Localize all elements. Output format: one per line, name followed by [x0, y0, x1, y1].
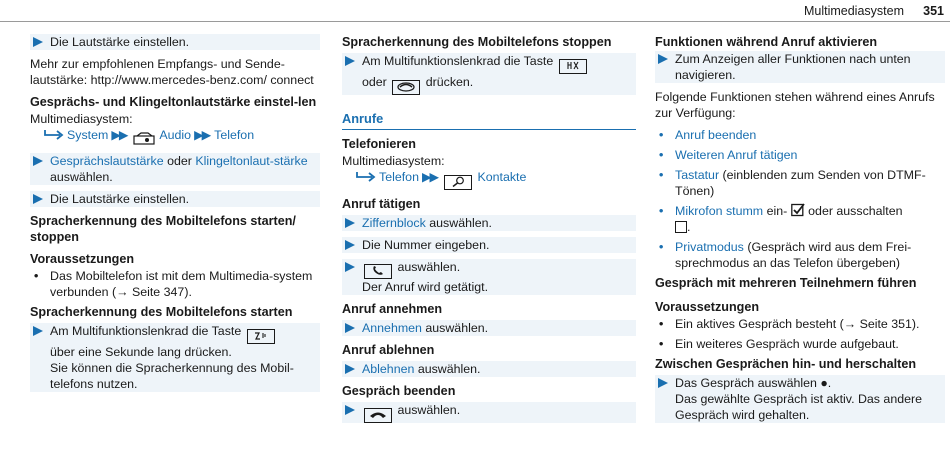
double-chevron-icon: ▶▶: [421, 169, 438, 184]
double-chevron-icon: ▶▶: [194, 128, 210, 142]
step-text: über eine Sekunde lang drücken.: [50, 345, 232, 360]
link-ziffernblock[interactable]: Ziffernblock: [362, 215, 426, 230]
heading-telefonieren: Telefonieren: [342, 136, 416, 151]
heading-annehmen: Anruf annehmen: [342, 302, 443, 317]
instruction-step: [30, 153, 320, 185]
step-text: Das Gespräch auswählen ●.: [675, 376, 832, 390]
item-text: (einblenden zum Senden von DTMF-Tönen): [675, 168, 926, 198]
instruction-step: [342, 402, 636, 423]
path-intro: Multimediasystem:: [342, 153, 445, 168]
link-privatmodus[interactable]: Privatmodus: [675, 240, 744, 254]
link-ablehnen[interactable]: Ablehnen: [362, 362, 415, 377]
step-text: oder: [362, 74, 387, 89]
menu-path: [356, 169, 636, 190]
step-text: Am Multifunktionslenkrad die Taste: [50, 324, 242, 339]
heading-anruf-taetigen: Anruf tätigen: [342, 196, 421, 211]
path-audio-link[interactable]: Audio: [159, 128, 192, 142]
instruction-step: [342, 215, 636, 231]
step-result: Der Anruf wird getätigt.: [362, 280, 489, 295]
item-text: oder ausschalten: [808, 204, 903, 218]
step-text: oder: [163, 154, 196, 169]
list-item: [655, 167, 945, 199]
link-weiteren-anruf[interactable]: Weiteren Anruf tätigen: [675, 148, 798, 162]
search-icon: [444, 175, 472, 190]
step-triangle-icon: [658, 378, 668, 388]
step-text: Zum Anzeigen aller Funktionen nach unten navigieren.: [675, 52, 911, 82]
step-text: drücken.: [425, 74, 474, 89]
instruction-step: [342, 361, 636, 377]
step-text: auswählen.: [397, 403, 461, 418]
step-triangle-icon: [345, 364, 355, 374]
column-1: [30, 34, 320, 398]
prereq-list: [655, 316, 945, 352]
function-list: [655, 127, 945, 271]
page-number: 351: [923, 4, 944, 18]
item-text: ein-: [763, 204, 788, 218]
step-triangle-icon: [345, 240, 355, 250]
step-text: auswählen.: [397, 259, 461, 274]
step-text: Die Nummer eingeben.: [362, 237, 490, 252]
step-triangle-icon: [33, 194, 43, 204]
heading-prerequisites: Voraussetzungen: [30, 252, 135, 267]
heading-beenden: Gespräch beenden: [342, 384, 456, 399]
step-triangle-icon: [345, 262, 355, 272]
list-item: • Ein aktives Gespräch besteht (→ Seite 351).: [655, 316, 945, 332]
heading-mehrere-teilnehmer: Gespräch mit mehreren Teilnehmern führen: [655, 276, 917, 290]
path-intro: Multimediasystem:: [30, 112, 133, 126]
info-paragraph: Mehr zur empfohlenen Empfangs- und Sende-lautstärke: http://www.mercedes-benz.com/ connect: [30, 57, 314, 87]
header-title: Multimediasystem: [803, 4, 904, 18]
list-item: [655, 239, 945, 271]
column-3: [655, 34, 945, 429]
heading-wechseln: Zwischen Gesprächen hin- und herschalten: [655, 357, 917, 371]
menu-path: [44, 127, 320, 147]
voice-off-key-icon: [559, 59, 587, 74]
column-2: [342, 34, 636, 429]
checkbox-unchecked-icon: [675, 221, 687, 233]
link-annehmen[interactable]: Annehmen: [362, 321, 422, 336]
heading-volume: Gesprächs- und Klingeltonlautstärke einstel-len: [30, 95, 317, 109]
list-item: [655, 147, 945, 163]
heading-prerequisites: Voraussetzungen: [655, 300, 760, 314]
heading-speech-start-stop: Spracherkennung des Mobiltelefons starten/ stoppen: [30, 214, 296, 245]
audio-icon: [133, 132, 157, 147]
instruction-step: [30, 323, 320, 392]
instruction-step: [342, 320, 636, 336]
list-item: • Das Mobiltelefon ist mit dem Multimedia-system verbunden (→ Seite 347).: [30, 268, 320, 300]
step-result: Sie können die Spracherkennung des Mobil-telefons nutzen.: [50, 361, 294, 392]
path-arrow-icon: [356, 170, 376, 182]
prereq-list: [30, 268, 320, 300]
step-triangle-icon: [345, 56, 355, 66]
step-text: Die Lautstärke einstellen.: [50, 35, 190, 49]
step-triangle-icon: [345, 323, 355, 333]
link-mikrofon-stumm[interactable]: Mikrofon stumm: [675, 204, 764, 218]
step-text: auswählen.: [50, 170, 113, 185]
path-telefon-link[interactable]: Telefon: [379, 169, 419, 184]
list-item: [655, 203, 945, 235]
instruction-step: [342, 259, 636, 296]
page-header: [0, 0, 950, 22]
instruction-step: [655, 375, 945, 423]
path-telefon-link[interactable]: Telefon: [214, 128, 255, 142]
heading-funktionen: Funktionen während Anruf aktivieren: [655, 35, 878, 49]
item-text: (Gespräch wird aus dem Frei-sprechmodus an das Telefon übergeben): [675, 240, 912, 270]
heading-speech-start: Spracherkennung des Mobiltelefons starten: [30, 305, 293, 320]
link-ringtone-volume[interactable]: Klingeltonlaut-stärke: [195, 154, 308, 169]
path-kontakte-link[interactable]: Kontakte: [477, 169, 527, 184]
checkbox-checked-icon: [791, 203, 805, 217]
hangup-key-icon: [364, 408, 392, 423]
link-call-volume[interactable]: Gesprächslautstärke: [50, 154, 164, 169]
step-triangle-icon: [345, 218, 355, 228]
step-result: Das gewählte Gespräch ist aktiv. Das andere Gespräch wird gehalten.: [675, 392, 923, 422]
double-chevron-icon: ▶▶: [111, 128, 127, 142]
step-triangle-icon: [33, 37, 43, 47]
heading-speech-stop: Spracherkennung des Mobiltelefons stoppen: [342, 35, 612, 49]
info-paragraph: Folgende Funktionen stehen während eines Anrufs zur Verfügung:: [655, 90, 935, 120]
voice-key-icon: [247, 329, 275, 344]
step-text: auswählen.: [414, 362, 481, 377]
instruction-step: [30, 34, 320, 50]
step-triangle-icon: [33, 326, 43, 336]
list-item: [655, 127, 945, 143]
instruction-step: [342, 53, 636, 95]
step-text: Am Multifunktionslenkrad die Taste: [362, 54, 554, 68]
section-title: Anrufe: [342, 111, 636, 130]
call-key-icon: [364, 264, 392, 279]
hangup-key-icon: [392, 80, 420, 95]
step-triangle-icon: [33, 156, 43, 166]
step-text: auswählen.: [425, 215, 492, 230]
step-text: auswählen.: [421, 321, 489, 336]
path-arrow-icon: [44, 128, 64, 140]
step-text: Die Lautstärke einstellen.: [50, 192, 190, 207]
list-item: • Ein weiteres Gespräch wurde aufgebaut.: [655, 336, 945, 352]
step-triangle-icon: [345, 405, 355, 415]
instruction-step: [655, 51, 945, 83]
instruction-step: [30, 191, 320, 207]
item-text: .: [687, 220, 691, 234]
link-tastatur[interactable]: Tastatur: [675, 168, 720, 182]
step-triangle-icon: [658, 54, 668, 64]
path-system-link[interactable]: System: [67, 128, 109, 142]
link-anruf-beenden[interactable]: Anruf beenden: [675, 128, 757, 142]
instruction-step: [342, 237, 636, 253]
heading-ablehnen: Anruf ablehnen: [342, 343, 435, 358]
